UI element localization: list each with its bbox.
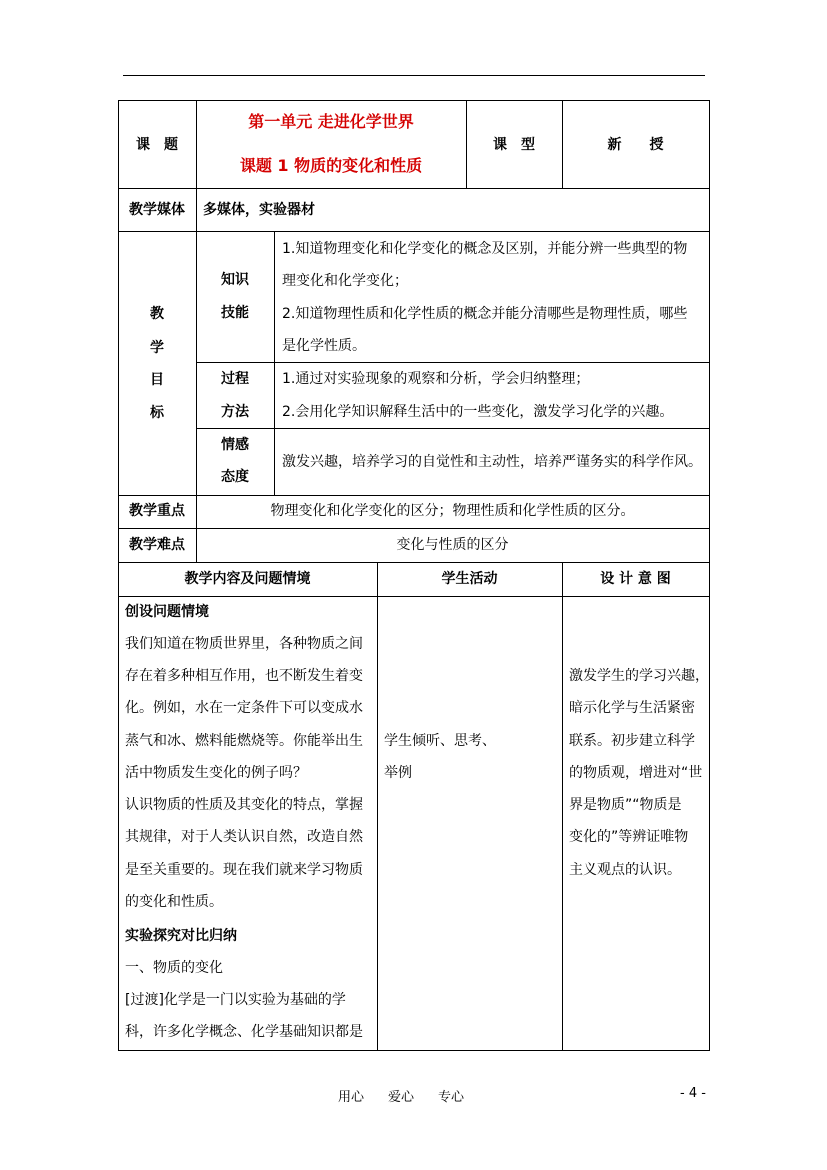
label-knowledge-2: 技能 — [221, 305, 249, 321]
label-key-point: 教学重点 — [129, 503, 185, 519]
table-line — [118, 188, 710, 189]
table-line — [118, 596, 710, 597]
design-line: 变化的”等辨证唯物 — [569, 829, 689, 845]
content-line: 的变化和性质。 — [125, 894, 223, 910]
label-objectives-4: 标 — [150, 405, 164, 421]
column-header-design: 设 计 意 图 — [600, 571, 671, 587]
design-line: 界是物质”“物质是 — [569, 797, 682, 813]
table-border — [118, 1050, 710, 1051]
content-line: 是至关重要的。现在我们就来学习物质 — [125, 862, 363, 878]
knowledge-line: 理变化和化学变化； — [282, 273, 408, 289]
footer-text-2: 爱心 — [388, 1090, 415, 1105]
label-emotion-1: 情感 — [221, 437, 249, 453]
label-media: 教学媒体 — [129, 202, 185, 218]
label-topic: 课 题 — [136, 137, 178, 153]
table-line — [118, 231, 710, 232]
label-knowledge-1: 知识 — [221, 272, 249, 288]
content-line: 存在着多种相互作用，也不断发生着变 — [125, 668, 363, 684]
design-line: 激发学生的学习兴趣， — [569, 668, 709, 684]
label-objectives-2: 学 — [150, 340, 164, 356]
process-line: 2.会用化学知识解释生活中的一些变化，激发学习化学的兴趣。 — [282, 404, 674, 420]
knowledge-line: 是化学性质。 — [282, 338, 366, 354]
media-value: 多媒体，实验器材 — [203, 202, 315, 218]
table-line — [118, 528, 710, 529]
knowledge-line: 2.知道物理性质和化学性质的概念并能分清哪些是物理性质，哪些 — [282, 306, 688, 322]
label-process-1: 过程 — [221, 371, 249, 387]
content-line: [过渡]化学是一门以实验为基础的学 — [125, 992, 346, 1008]
content-heading: 创设问题情境 — [125, 604, 209, 620]
content-line: 认识物质的性质及其变化的特点，掌握 — [125, 797, 363, 813]
label-emotion-2: 态度 — [221, 469, 249, 485]
table-border — [118, 100, 710, 101]
page-number: - 4 - — [680, 1086, 706, 1101]
table-line — [562, 562, 563, 1051]
footer-text-3: 专心 — [438, 1090, 465, 1105]
content-line: 一、物质的变化 — [125, 960, 223, 976]
type-value: 新 授 — [607, 137, 664, 153]
table-line — [118, 562, 710, 563]
table-line — [274, 231, 275, 496]
content-line: 活中物质发生变化的例子吗？ — [125, 765, 307, 781]
label-difficulty: 教学难点 — [129, 537, 185, 553]
design-line: 联系。初步建立科学 — [569, 733, 695, 749]
process-line: 1.通过对实验现象的观察和分析，学会归纳整理； — [282, 371, 590, 387]
activity-line: 学生倾听、思考、 — [384, 733, 496, 749]
label-type: 课 型 — [493, 137, 535, 153]
header-rule — [123, 75, 705, 76]
activity-line: 举例 — [384, 765, 412, 781]
content-heading: 实验探究对比归纳 — [125, 928, 237, 944]
emotion-text: 激发兴趣，培养学习的自觉性和主动性，培养严谨务实的科学作风。 — [282, 454, 702, 470]
footer-text-1: 用心 — [338, 1090, 365, 1105]
design-line: 暗示化学与生活紧密 — [569, 700, 695, 716]
knowledge-line: 1.知道物理变化和化学变化的概念及区别，并能分辨一些典型的物 — [282, 241, 688, 257]
key-point-value: 物理变化和化学变化的区分；物理性质和化学性质的区分。 — [270, 503, 635, 519]
table-line — [118, 495, 710, 496]
content-line: 科，许多化学概念、化学基础知识都是 — [125, 1024, 363, 1040]
design-line: 的物质观，增进对“世 — [569, 765, 703, 781]
content-line: 化。例如，水在一定条件下可以变成水 — [125, 700, 363, 716]
table-line — [377, 562, 378, 1051]
lesson-title: 课题 1 物质的变化和性质 — [239, 156, 423, 175]
column-header-content: 教学内容及问题情境 — [184, 571, 311, 587]
design-line: 主义观点的认识。 — [569, 862, 681, 878]
content-line: 蒸气和冰、燃料能燃烧等。你能举出生 — [125, 733, 363, 749]
label-objectives-1: 教 — [150, 306, 164, 322]
label-objectives-3: 目 — [150, 372, 164, 388]
unit-title: 第一单元 走进化学世界 — [248, 112, 414, 131]
table-border — [709, 100, 710, 1051]
label-process-2: 方法 — [221, 404, 249, 420]
column-header-activity: 学生活动 — [441, 571, 498, 587]
content-line: 其规律，对于人类认识自然，改造自然 — [125, 829, 363, 845]
difficulty-value: 变化与性质的区分 — [396, 537, 509, 553]
content-line: 我们知道在物质世界里，各种物质之间 — [125, 636, 363, 652]
